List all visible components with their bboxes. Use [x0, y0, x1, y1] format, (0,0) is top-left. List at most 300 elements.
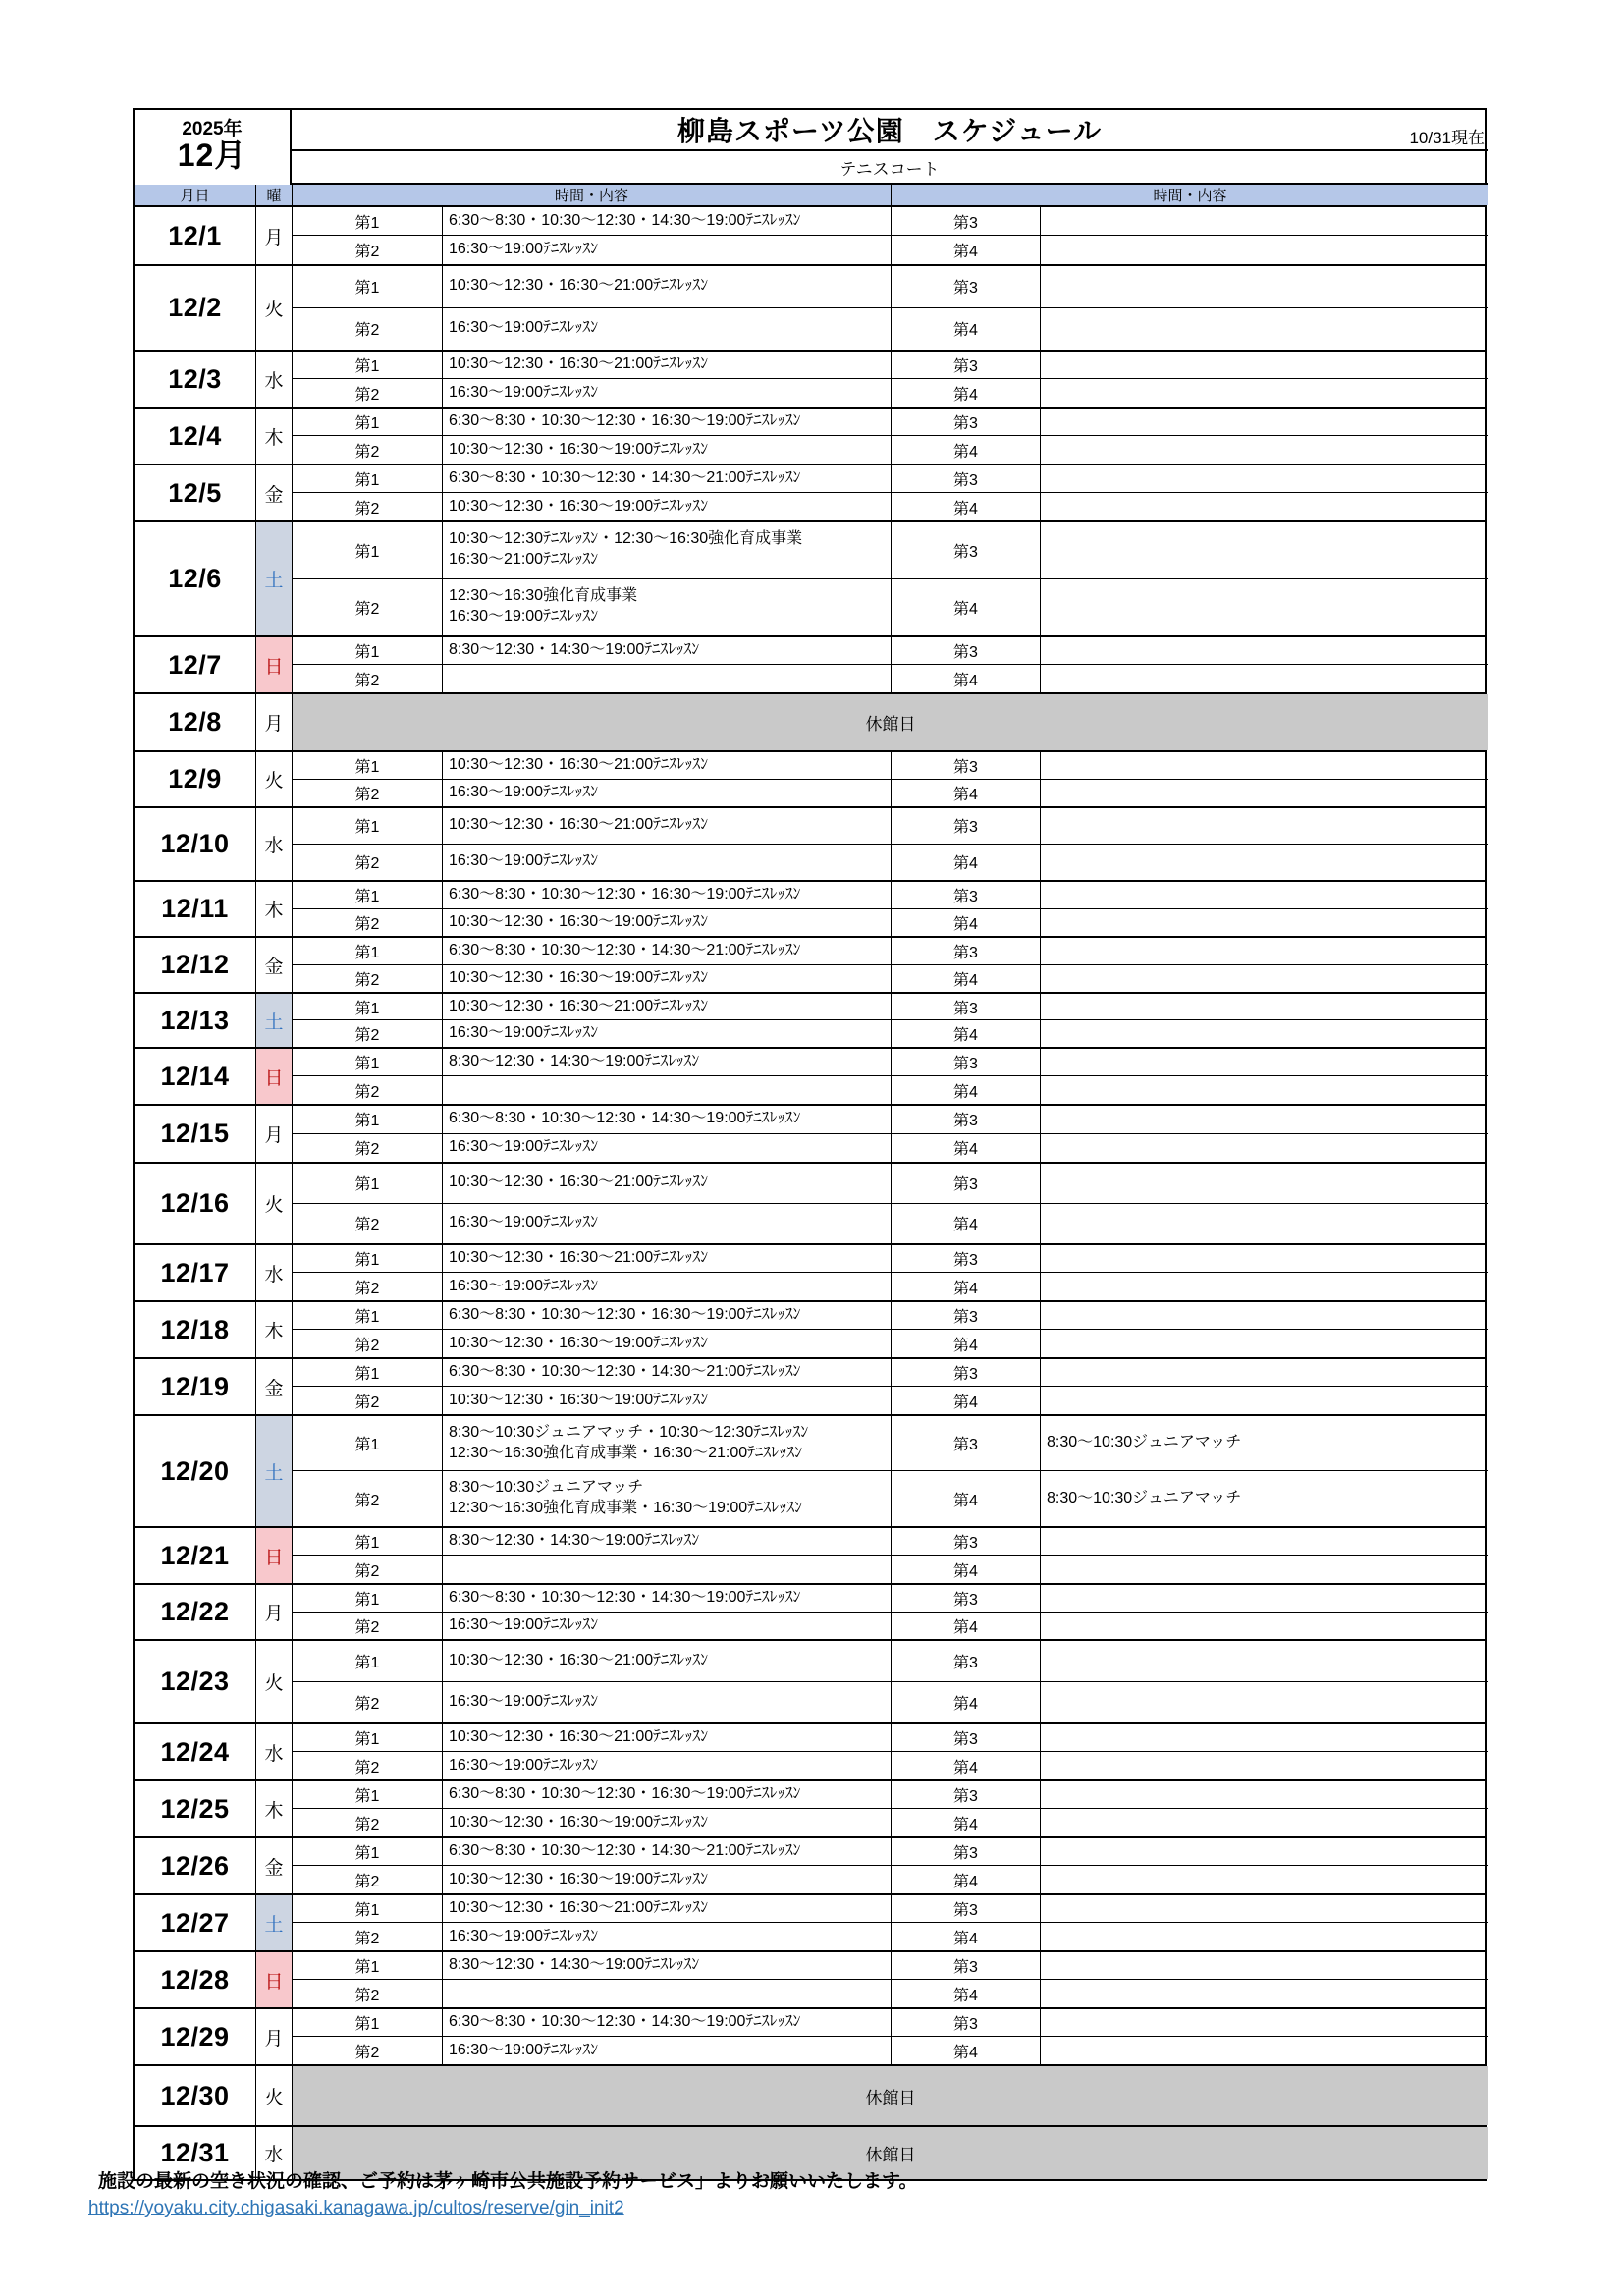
schedule-row	[135, 1836, 1485, 1893]
court-1-schedule: 10:30～12:30・16:30～21:00ﾃﾆｽﾚｯｽﾝ	[442, 1245, 891, 1273]
court-3-label: 第3	[891, 1952, 1040, 1980]
schedule-row	[135, 407, 1485, 464]
court-1-label: 第1	[292, 1838, 442, 1866]
court-2-schedule: 16:30～19:00ﾃﾆｽﾚｯｽﾝ	[442, 1923, 891, 1950]
day-of-week-label: 日	[255, 1049, 292, 1104]
court-2-label: 第2	[292, 308, 442, 351]
court-1-label: 第1	[292, 1245, 442, 1273]
day-of-week-label: 金	[255, 938, 292, 992]
court-2-label: 第2	[292, 379, 442, 407]
date-label: 12/11	[161, 894, 229, 923]
court-1-schedule: 8:30～12:30・14:30～19:00ﾃﾆｽﾚｯｽﾝ	[442, 637, 891, 665]
court-4-label: 第4	[891, 1980, 1040, 2007]
court-4-label: 第4	[891, 1682, 1040, 1723]
court-1-schedule: 6:30～8:30・10:30～12:30・16:30～19:00ﾃﾆｽﾚｯｽﾝ	[442, 882, 891, 909]
day-of-week-label: 水	[255, 352, 292, 407]
schedule-row	[135, 1357, 1485, 1414]
schedule-row	[135, 1950, 1485, 2007]
court-4-label: 第4	[891, 2037, 1040, 2064]
court-4-schedule	[1040, 909, 1488, 937]
schedule-row	[135, 1300, 1485, 1357]
court-2-label: 第2	[292, 1204, 442, 1244]
court-3-schedule	[1040, 1164, 1488, 1204]
court-3-label: 第3	[891, 352, 1040, 379]
court-4-schedule	[1040, 1682, 1488, 1723]
court-4-label: 第4	[891, 1866, 1040, 1893]
court-4-schedule	[1040, 1020, 1488, 1047]
date-label: 12/22	[160, 1597, 230, 1626]
court-1-schedule: 6:30～8:30・10:30～12:30・16:30～19:00ﾃﾆｽﾚｯｽﾝ	[442, 1781, 891, 1809]
court-2-schedule: 12:30～16:30強化育成事業 16:30～19:00ﾃﾆｽﾚｯｽﾝ	[442, 579, 891, 636]
date-label: 12/25	[160, 1793, 230, 1824]
schedule-row	[135, 520, 1485, 635]
date-label: 12/20	[160, 1455, 230, 1486]
court-3-label: 第3	[891, 465, 1040, 493]
court-4-label: 第4	[891, 1471, 1040, 1526]
court-3-schedule	[1040, 1781, 1488, 1809]
day-of-week-label: 金	[255, 1838, 292, 1893]
column-header-band	[135, 185, 1485, 207]
day-of-week-label: 水	[255, 2127, 292, 2179]
court-1-label: 第1	[292, 1528, 442, 1556]
date-label: 12/6	[168, 564, 222, 593]
schedule-body	[135, 207, 1485, 2179]
court-3-label: 第3	[891, 1641, 1040, 1682]
court-1-schedule: 6:30～8:30・10:30～12:30・14:30～19:00ﾃﾆｽﾚｯｽﾝ	[442, 1585, 891, 1613]
court-2-label: 第2	[292, 845, 442, 881]
court-2-label: 第2	[292, 1020, 442, 1047]
court-3-label: 第3	[891, 1585, 1040, 1613]
closed-day-label: 休館日	[292, 2066, 1488, 2125]
court-3-label: 第3	[891, 2009, 1040, 2037]
court-4-schedule	[1040, 579, 1488, 636]
day-of-week-label: 月	[255, 1585, 292, 1639]
court-1-schedule: 8:30～10:30ジュニアマッチ・10:30～12:30ﾃﾆｽﾚｯｽﾝ 12:30～16:30強化育成事業・16:30～21:00ﾃﾆｽﾚｯｽﾝ	[442, 1416, 891, 1471]
court-1-label: 第1	[292, 1585, 442, 1613]
court-2-label: 第2	[292, 1923, 442, 1950]
schedule-row	[135, 880, 1485, 936]
schedule-row	[135, 2064, 1485, 2125]
court-2-label: 第2	[292, 493, 442, 520]
court-3-label: 第3	[891, 938, 1040, 965]
court-3-schedule	[1040, 1049, 1488, 1076]
court-2-schedule: 10:30～12:30・16:30～19:00ﾃﾆｽﾚｯｽﾝ	[442, 1387, 891, 1414]
court-1-label: 第1	[292, 266, 442, 308]
date-label: 12/10	[160, 829, 230, 858]
closed-day-label: 休館日	[292, 694, 1488, 750]
court-4-label: 第4	[891, 1204, 1040, 1244]
court-4-schedule	[1040, 308, 1488, 351]
court-1-label: 第1	[292, 1724, 442, 1752]
court-3-label: 第3	[891, 1302, 1040, 1330]
schedule-row	[135, 1162, 1485, 1243]
court-4-schedule	[1040, 1387, 1488, 1414]
schedule-row	[135, 1583, 1485, 1639]
court-4-label: 第4	[891, 909, 1040, 937]
court-3-schedule	[1040, 352, 1488, 379]
court-1-label: 第1	[292, 207, 442, 236]
day-of-week-label: 火	[255, 266, 292, 350]
court-1-schedule: 8:30～12:30・14:30～19:00ﾃﾆｽﾚｯｽﾝ	[442, 1528, 891, 1556]
court-1-schedule: 10:30～12:30・16:30～21:00ﾃﾆｽﾚｯｽﾝ	[442, 808, 891, 845]
facility-label: テニスコート	[292, 151, 1488, 185]
court-3-label: 第3	[891, 1245, 1040, 1273]
day-of-week-label: 日	[255, 1952, 292, 2007]
court-3-label: 第3	[891, 1049, 1040, 1076]
court-2-label: 第2	[292, 1471, 442, 1526]
court-4-schedule	[1040, 1134, 1488, 1163]
day-of-week-label: 土	[255, 994, 292, 1047]
schedule-row	[135, 1526, 1485, 1583]
court-1-label: 第1	[292, 637, 442, 665]
court-4-schedule	[1040, 1556, 1488, 1583]
court-1-label: 第1	[292, 2009, 442, 2037]
page-title: 柳島スポーツ公園 スケジュール	[676, 116, 1103, 146]
schedule-row	[135, 1639, 1485, 1722]
date-label: 12/9	[168, 764, 222, 793]
schedule-row	[135, 1414, 1485, 1526]
court-3-schedule	[1040, 938, 1488, 965]
court-4-label: 第4	[891, 1134, 1040, 1163]
court-4-label: 第4	[891, 436, 1040, 464]
court-3-label: 第3	[891, 409, 1040, 436]
date-label: 12/17	[160, 1257, 230, 1287]
court-3-schedule	[1040, 752, 1488, 780]
day-of-week-label: 月	[255, 694, 292, 750]
date-label: 12/13	[160, 1005, 230, 1035]
court-2-label: 第2	[292, 1330, 442, 1357]
court-4-schedule	[1040, 1076, 1488, 1104]
court-2-schedule: 16:30～19:00ﾃﾆｽﾚｯｽﾝ	[442, 845, 891, 881]
reservation-service-link[interactable]: https://yoyaku.city.chigasaki.kanagawa.jp/cultos/reserve/gin_init2	[88, 2198, 624, 2218]
court-3-label: 第3	[891, 637, 1040, 665]
court-2-label: 第2	[292, 1387, 442, 1414]
court-4-label: 第4	[891, 1556, 1040, 1583]
court-3-schedule	[1040, 2009, 1488, 2037]
court-3-schedule	[1040, 1895, 1488, 1923]
court-3-label: 第3	[891, 882, 1040, 909]
date-label: 12/27	[160, 1907, 230, 1938]
court-4-label: 第4	[891, 1273, 1040, 1300]
court-2-label: 第2	[292, 665, 442, 692]
court-1-schedule: 6:30～8:30・10:30～12:30・14:30～19:00ﾃﾆｽﾚｯｽﾝ	[442, 2009, 891, 2037]
court-2-schedule	[442, 1556, 891, 1583]
court-1-schedule: 10:30～12:30・16:30～21:00ﾃﾆｽﾚｯｽﾝ	[442, 1895, 891, 1923]
day-of-week-label: 火	[255, 752, 292, 806]
court-4-label: 第4	[891, 845, 1040, 881]
court-4-schedule	[1040, 845, 1488, 881]
day-of-week-label: 金	[255, 1359, 292, 1414]
day-of-week-label: 木	[255, 882, 292, 936]
day-of-week-label: 木	[255, 1302, 292, 1357]
court-4-label: 第4	[891, 1752, 1040, 1779]
court-4-schedule	[1040, 436, 1488, 464]
court-3-schedule	[1040, 1245, 1488, 1273]
court-4-schedule	[1040, 1273, 1488, 1300]
court-4-schedule	[1040, 236, 1488, 264]
court-2-label: 第2	[292, 1273, 442, 1300]
court-3-schedule	[1040, 266, 1488, 308]
court-4-schedule	[1040, 1980, 1488, 2007]
schedule-row	[135, 750, 1485, 806]
court-1-schedule: 10:30～12:30・16:30～21:00ﾃﾆｽﾚｯｽﾝ	[442, 352, 891, 379]
court-3-label: 第3	[891, 207, 1040, 236]
court-4-label: 第4	[891, 1613, 1040, 1640]
court-1-label: 第1	[292, 938, 442, 965]
court-2-schedule: 16:30～19:00ﾃﾆｽﾚｯｽﾝ	[442, 1273, 891, 1300]
date-label: 12/14	[160, 1061, 230, 1091]
court-4-schedule	[1040, 1204, 1488, 1244]
court-2-schedule: 16:30～19:00ﾃﾆｽﾚｯｽﾝ	[442, 236, 891, 264]
day-of-week-label: 火	[255, 1164, 292, 1243]
court-2-schedule: 10:30～12:30・16:30～19:00ﾃﾆｽﾚｯｽﾝ	[442, 1330, 891, 1357]
court-3-label: 第3	[891, 1528, 1040, 1556]
court-4-label: 第4	[891, 1330, 1040, 1357]
court-3-label: 第3	[891, 1164, 1040, 1204]
court-1-label: 第1	[292, 994, 442, 1020]
table-header	[135, 110, 1485, 185]
court-3-schedule	[1040, 637, 1488, 665]
footer-note: 施設の最新の空き状況の確認、ご予約は茅ヶ崎市公共施設予約サービス」よりお願いいたします。	[98, 2171, 918, 2192]
date-label: 12/15	[160, 1119, 230, 1148]
day-of-week-label: 日	[255, 1528, 292, 1583]
court-3-label: 第3	[891, 808, 1040, 845]
day-of-week-label: 金	[255, 465, 292, 520]
date-label: 12/1	[168, 220, 222, 250]
court-1-schedule: 6:30～8:30・10:30～12:30・14:30～21:00ﾃﾆｽﾚｯｽﾝ	[442, 465, 891, 493]
court-3-label: 第3	[891, 1416, 1040, 1471]
schedule-row	[135, 2007, 1485, 2064]
day-of-week-label: 火	[255, 2066, 292, 2125]
court-1-label: 第1	[292, 1106, 442, 1134]
court-2-schedule: 16:30～19:00ﾃﾆｽﾚｯｽﾝ	[442, 1134, 891, 1163]
court-2-label: 第2	[292, 965, 442, 993]
schedule-row	[135, 207, 1485, 264]
date-label: 12/28	[160, 1964, 230, 1995]
date-label: 12/12	[160, 950, 230, 979]
court-3-schedule	[1040, 1359, 1488, 1387]
court-4-schedule	[1040, 379, 1488, 407]
court-2-schedule	[442, 1980, 891, 2007]
court-2-schedule: 16:30～19:00ﾃﾆｽﾚｯｽﾝ	[442, 1020, 891, 1047]
year-month-cell	[135, 110, 292, 185]
court-2-schedule: 16:30～19:00ﾃﾆｽﾚｯｽﾝ	[442, 1752, 891, 1779]
court-2-schedule: 16:30～19:00ﾃﾆｽﾚｯｽﾝ	[442, 1204, 891, 1244]
court-4-label: 第4	[891, 1387, 1040, 1414]
court-2-schedule: 16:30～19:00ﾃﾆｽﾚｯｽﾝ	[442, 780, 891, 807]
court-3-schedule	[1040, 808, 1488, 845]
court-1-schedule: 6:30～8:30・10:30～12:30・14:30～19:00ﾃﾆｽﾚｯｽﾝ	[442, 1106, 891, 1134]
court-2-schedule: 10:30～12:30・16:30～19:00ﾃﾆｽﾚｯｽﾝ	[442, 493, 891, 520]
court-4-schedule	[1040, 493, 1488, 520]
court-1-label: 第1	[292, 465, 442, 493]
court-4-label: 第4	[891, 780, 1040, 807]
court-3-label: 第3	[891, 266, 1040, 308]
day-of-week-label: 水	[255, 1724, 292, 1779]
court-3-label: 第3	[891, 1838, 1040, 1866]
day-of-week-label: 水	[255, 1245, 292, 1300]
court-4-label: 第4	[891, 236, 1040, 264]
court-2-schedule: 16:30～19:00ﾃﾆｽﾚｯｽﾝ	[442, 1613, 891, 1640]
court-3-schedule	[1040, 994, 1488, 1020]
date-label: 12/4	[168, 420, 222, 451]
court-3-label: 第3	[891, 1106, 1040, 1134]
court-1-label: 第1	[292, 522, 442, 579]
date-label: 12/21	[160, 1540, 230, 1570]
court-3-schedule	[1040, 207, 1488, 236]
date-label: 12/16	[160, 1188, 230, 1218]
court-1-label: 第1	[292, 1049, 442, 1076]
court-2-schedule: 10:30～12:30・16:30～19:00ﾃﾆｽﾚｯｽﾝ	[442, 1866, 891, 1893]
day-of-week-label: 土	[255, 1416, 292, 1526]
court-1-label: 第1	[292, 752, 442, 780]
schedule-row	[135, 1722, 1485, 1779]
court-3-label: 第3	[891, 994, 1040, 1020]
court-2-label: 第2	[292, 1682, 442, 1723]
court-2-label: 第2	[292, 236, 442, 264]
as-of-date: 10/31現在	[1409, 129, 1485, 147]
court-2-label: 第2	[292, 436, 442, 464]
court-2-label: 第2	[292, 1866, 442, 1893]
court-4-schedule	[1040, 1923, 1488, 1950]
court-4-schedule	[1040, 965, 1488, 993]
court-1-schedule: 10:30～12:30・16:30～21:00ﾃﾆｽﾚｯｽﾝ	[442, 994, 891, 1020]
schedule-row	[135, 1779, 1485, 1836]
closed-day-label: 休館日	[292, 2127, 1488, 2179]
court-4-schedule	[1040, 2037, 1488, 2064]
court-1-schedule: 6:30～8:30・10:30～12:30・16:30～19:00ﾃﾆｽﾚｯｽﾝ	[442, 1302, 891, 1330]
court-2-schedule: 16:30～19:00ﾃﾆｽﾚｯｽﾝ	[442, 379, 891, 407]
court-2-label: 第2	[292, 1980, 442, 2007]
court-2-schedule: 10:30～12:30・16:30～19:00ﾃﾆｽﾚｯｽﾝ	[442, 909, 891, 937]
court-4-schedule: 8:30～10:30ジュニアマッチ	[1040, 1471, 1488, 1526]
column-header-content-right: 時間・内容	[891, 185, 1488, 205]
court-1-label: 第1	[292, 1302, 442, 1330]
court-2-label: 第2	[292, 1613, 442, 1640]
court-1-schedule: 8:30～12:30・14:30～19:00ﾃﾆｽﾚｯｽﾝ	[442, 1952, 891, 1980]
column-header-date: 月日	[135, 185, 255, 205]
court-2-label: 第2	[292, 780, 442, 807]
court-1-schedule: 10:30～12:30・16:30～21:00ﾃﾆｽﾚｯｽﾝ	[442, 266, 891, 308]
court-1-schedule: 10:30～12:30・16:30～21:00ﾃﾆｽﾚｯｽﾝ	[442, 1724, 891, 1752]
date-label: 12/8	[168, 707, 222, 737]
schedule-row	[135, 806, 1485, 880]
date-label: 12/2	[168, 293, 222, 322]
court-3-schedule	[1040, 882, 1488, 909]
court-3-label: 第3	[891, 752, 1040, 780]
schedule-row	[135, 264, 1485, 350]
court-2-schedule: 16:30～19:00ﾃﾆｽﾚｯｽﾝ	[442, 1682, 891, 1723]
day-of-week-label: 木	[255, 409, 292, 464]
court-1-label: 第1	[292, 1641, 442, 1682]
court-1-schedule: 6:30～8:30・10:30～12:30・14:30～19:00ﾃﾆｽﾚｯｽﾝ	[442, 207, 891, 236]
court-4-label: 第4	[891, 493, 1040, 520]
court-3-label: 第3	[891, 522, 1040, 579]
court-2-schedule: 8:30～10:30ジュニアマッチ 12:30～16:30強化育成事業・16:30～19:00ﾃﾆｽﾚｯｽﾝ	[442, 1471, 891, 1526]
date-label: 12/31	[160, 2138, 230, 2167]
schedule-row	[135, 350, 1485, 407]
date-label: 12/19	[160, 1371, 230, 1401]
court-2-schedule: 10:30～12:30・16:30～19:00ﾃﾆｽﾚｯｽﾝ	[442, 1809, 891, 1836]
court-2-schedule: 10:30～12:30・16:30～19:00ﾃﾆｽﾚｯｽﾝ	[442, 436, 891, 464]
court-1-label: 第1	[292, 1164, 442, 1204]
court-3-schedule	[1040, 409, 1488, 436]
court-2-label: 第2	[292, 579, 442, 636]
schedule-row	[135, 1104, 1485, 1162]
court-2-label: 第2	[292, 1556, 442, 1583]
day-of-week-label: 土	[255, 522, 292, 635]
court-3-schedule	[1040, 1641, 1488, 1682]
day-of-week-label: 木	[255, 1781, 292, 1836]
date-label: 12/7	[168, 649, 222, 680]
court-1-label: 第1	[292, 808, 442, 845]
court-1-label: 第1	[292, 409, 442, 436]
court-4-label: 第4	[891, 1020, 1040, 1047]
schedule-row	[135, 464, 1485, 520]
court-1-label: 第1	[292, 352, 442, 379]
schedule-row	[135, 635, 1485, 692]
court-4-label: 第4	[891, 1076, 1040, 1104]
date-label: 12/3	[168, 363, 222, 394]
court-2-schedule: 16:30～19:00ﾃﾆｽﾚｯｽﾝ	[442, 2037, 891, 2064]
court-2-label: 第2	[292, 2037, 442, 2064]
court-2-label: 第2	[292, 1134, 442, 1163]
court-3-schedule	[1040, 522, 1488, 579]
day-of-week-label: 土	[255, 1895, 292, 1950]
court-1-label: 第1	[292, 1895, 442, 1923]
court-1-schedule: 8:30～12:30・14:30～19:00ﾃﾆｽﾚｯｽﾝ	[442, 1049, 891, 1076]
court-3-schedule	[1040, 1302, 1488, 1330]
court-3-schedule	[1040, 1838, 1488, 1866]
schedule-row	[135, 992, 1485, 1047]
court-1-label: 第1	[292, 882, 442, 909]
title-row	[292, 110, 1488, 151]
court-2-label: 第2	[292, 1752, 442, 1779]
court-3-label: 第3	[891, 1895, 1040, 1923]
date-label: 12/24	[160, 1736, 230, 1767]
court-1-schedule: 10:30～12:30ﾃﾆｽﾚｯｽﾝ・12:30～16:30強化育成事業 16:30～21:00ﾃﾆｽﾚｯｽﾝ	[442, 522, 891, 579]
day-of-week-label: 日	[255, 637, 292, 692]
court-2-label: 第2	[292, 1809, 442, 1836]
day-of-week-label: 月	[255, 207, 292, 264]
day-of-week-label: 火	[255, 1641, 292, 1722]
court-2-schedule	[442, 1076, 891, 1104]
court-3-schedule	[1040, 1528, 1488, 1556]
court-4-schedule	[1040, 1866, 1488, 1893]
schedule-row	[135, 1243, 1485, 1300]
court-1-schedule: 6:30～8:30・10:30～12:30・16:30～19:00ﾃﾆｽﾚｯｽﾝ	[442, 409, 891, 436]
court-1-schedule: 10:30～12:30・16:30～21:00ﾃﾆｽﾚｯｽﾝ	[442, 1641, 891, 1682]
court-1-label: 第1	[292, 1781, 442, 1809]
court-4-label: 第4	[891, 379, 1040, 407]
date-label: 12/26	[160, 1850, 230, 1881]
schedule-row	[135, 936, 1485, 992]
court-3-label: 第3	[891, 1724, 1040, 1752]
court-1-schedule: 10:30～12:30・16:30～21:00ﾃﾆｽﾚｯｽﾝ	[442, 752, 891, 780]
court-3-schedule	[1040, 1585, 1488, 1613]
date-label: 12/23	[160, 1667, 230, 1696]
court-1-schedule: 10:30～12:30・16:30～21:00ﾃﾆｽﾚｯｽﾝ	[442, 1164, 891, 1204]
court-4-label: 第4	[891, 1923, 1040, 1950]
date-label: 12/29	[160, 2021, 230, 2051]
court-3-label: 第3	[891, 1781, 1040, 1809]
court-2-schedule: 16:30～19:00ﾃﾆｽﾚｯｽﾝ	[442, 308, 891, 351]
court-4-label: 第4	[891, 579, 1040, 636]
date-label: 12/30	[160, 2080, 230, 2110]
date-label: 12/18	[160, 1314, 230, 1344]
court-1-label: 第1	[292, 1359, 442, 1387]
column-header-content-left: 時間・内容	[292, 185, 891, 205]
